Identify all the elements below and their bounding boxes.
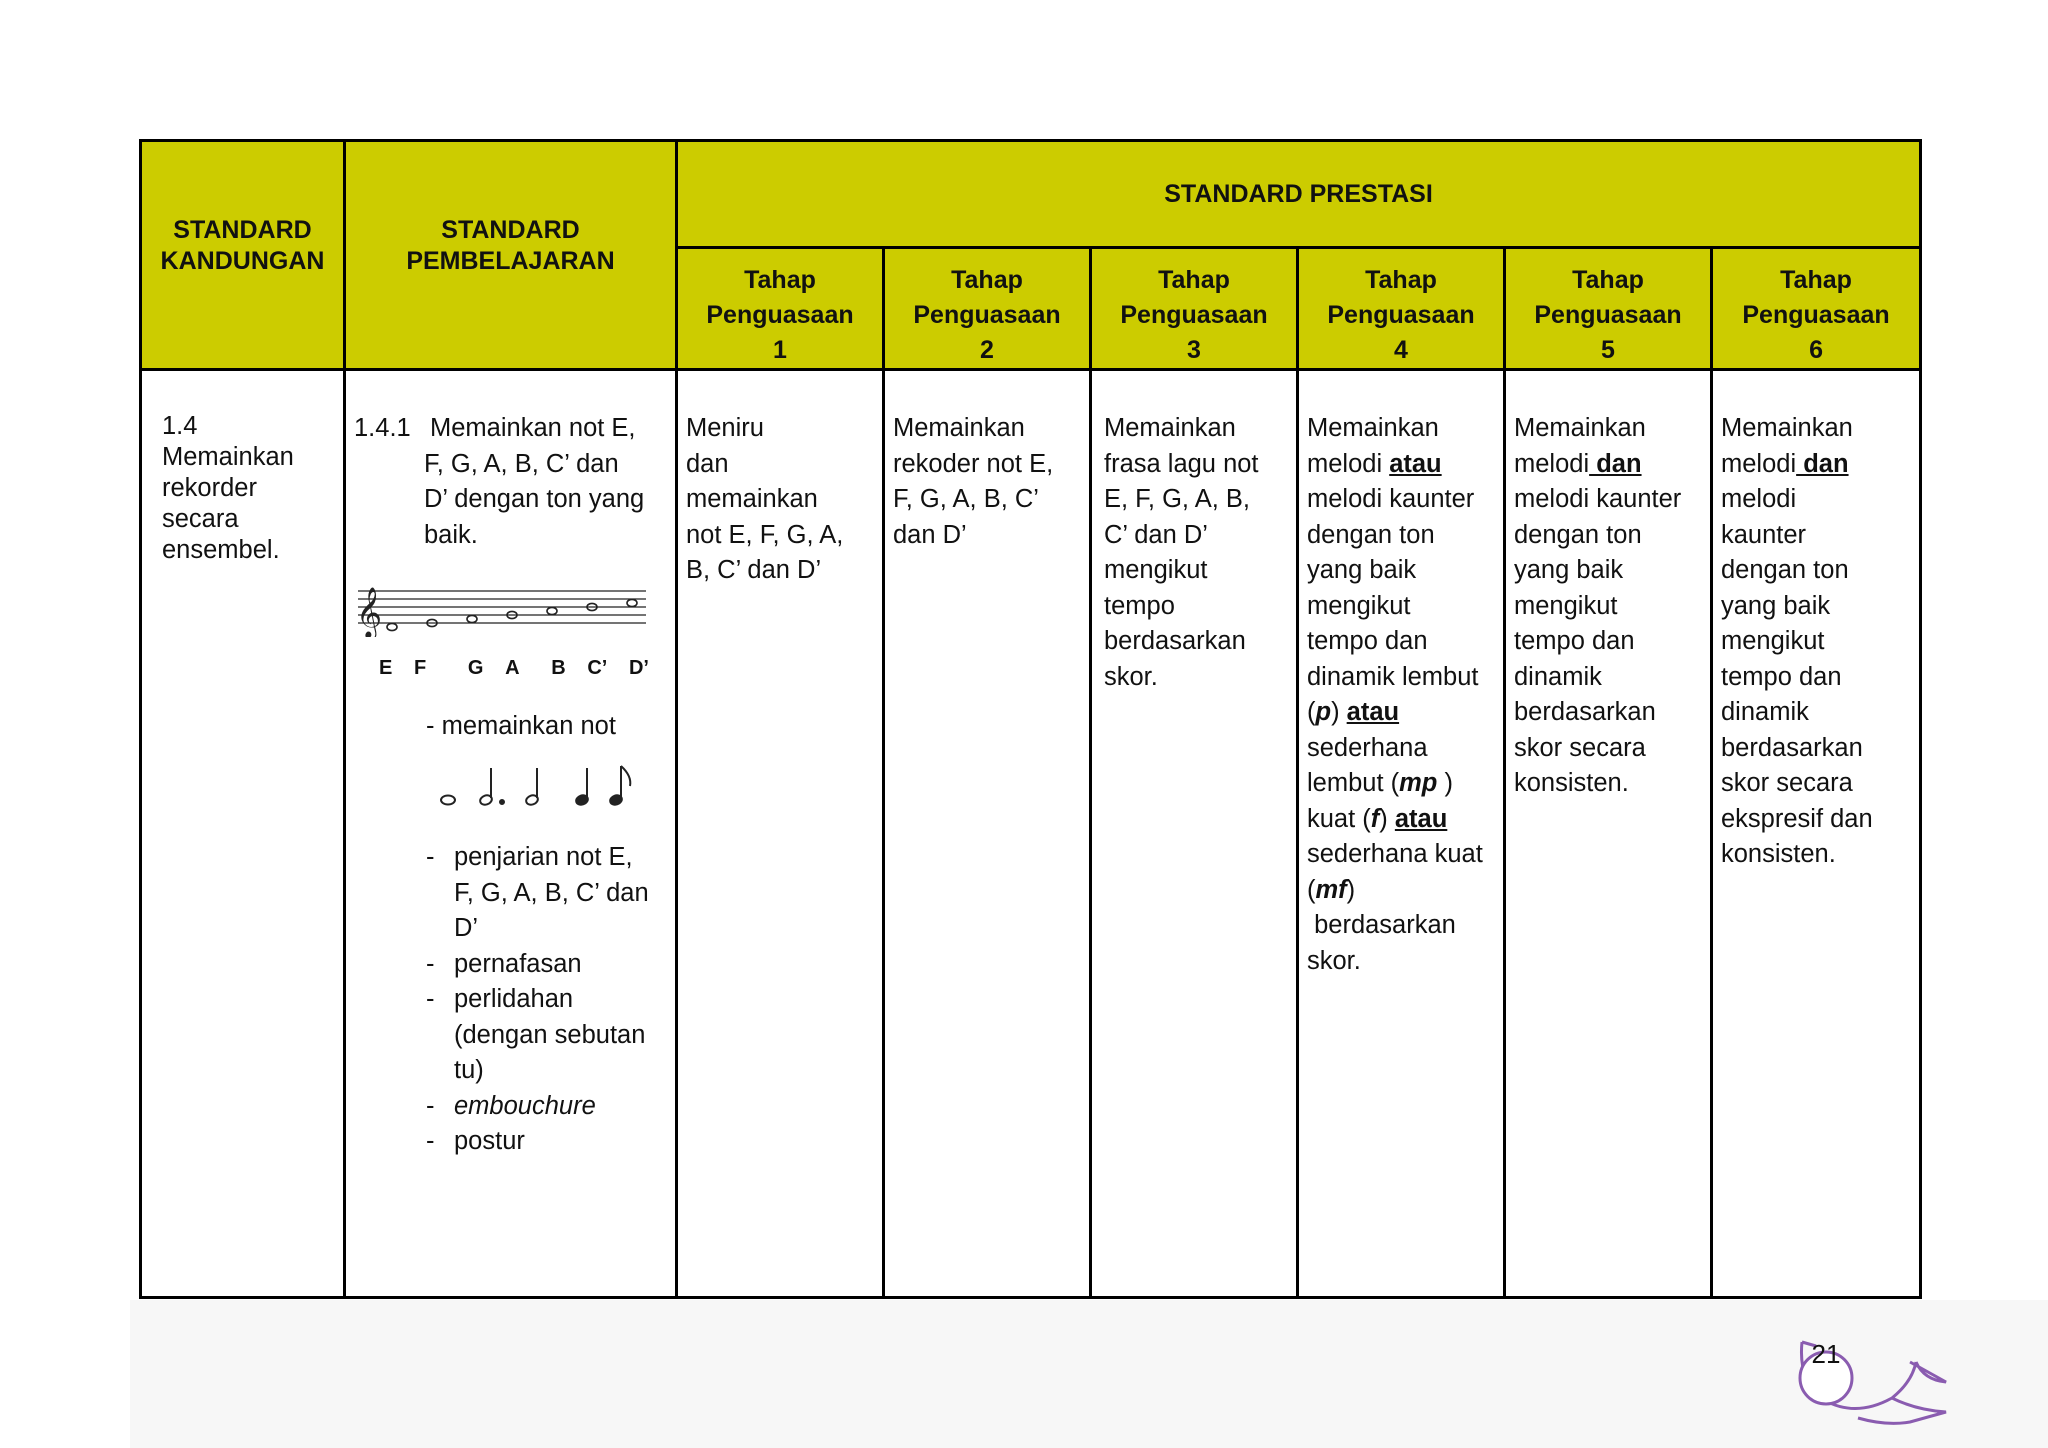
header-pembelajaran-label: STANDARD PEMBELAJARAN bbox=[406, 216, 615, 275]
music-staff-image bbox=[354, 577, 654, 637]
sp-number: 1.4.1 bbox=[354, 414, 411, 442]
header-tahap-6: Tahap Penguasaan 6 bbox=[1712, 248, 1921, 370]
header-tahap-3: Tahap Penguasaan 3 bbox=[1091, 248, 1298, 370]
cell-tahap-2: Memainkan rekoder not E, F, G, A, B, C’ dan D’ bbox=[884, 370, 1091, 1298]
cell-tahap-5: Memainkan melodi dan melodi kaunter dengan ton yang baik mengikut tempo dan dinamik berdasarkan skor secara konsisten. bbox=[1505, 370, 1712, 1298]
note-letter-labels: E F G A B C’ D’ bbox=[379, 657, 649, 679]
header-prestasi-label: STANDARD PRESTASI bbox=[1164, 179, 1433, 208]
page-bottom-shade bbox=[130, 1300, 2048, 1448]
svg-text:𝄞: 𝄞 bbox=[356, 587, 383, 637]
list-item: - perlidahan (dengan sebutan tu) bbox=[426, 985, 646, 1084]
header-standard-prestasi bbox=[677, 141, 1921, 248]
header-tahap-5: Tahap Penguasaan 5 bbox=[1505, 248, 1712, 370]
list-item: - pernafasan bbox=[426, 949, 582, 978]
page-number: 21 bbox=[1811, 1339, 1841, 1369]
list-item: - embouchure bbox=[426, 1091, 596, 1120]
curriculum-table bbox=[139, 139, 1922, 1299]
header-standard-kandungan bbox=[141, 141, 345, 370]
cell-tahap-3: Memainkan frasa lagu not E, F, G, A, B, C’ dan D’ mengikut tempo berdasarkan skor. bbox=[1091, 370, 1298, 1298]
list-item: - postur bbox=[426, 1127, 525, 1155]
cell-tahap-1: Meniru dan memainkan not E, F, G, A, B, C’ dan D’ bbox=[677, 370, 884, 1298]
header-tahap-4: Tahap Penguasaan 4 bbox=[1298, 248, 1505, 370]
cell-tahap-4: Memainkan melodi atau melodi kaunter dengan ton yang baik mengikut tempo dan dinamik lembut (p) atau sederhana lembut (mp ) kuat (f) atau sederhana kuat (mf) berdasarkan skor. bbox=[1298, 370, 1505, 1298]
cell-pembelajaran: 1.4.1 Memainkan not E, F, G, A, B, C’ dan D’ dengan ton yang baik. 𝄞 E F G A B C’ D’ - memainkan not - penjarian not E, F, G, A, B, C’ dan D’ - pernafasan - perlidahan (dengan sebutan tu) - embouchure - postur bbox=[345, 370, 677, 1298]
header-tahap-1: Tahap Penguasaan 1 bbox=[677, 248, 884, 370]
header-standard-pembelajaran bbox=[345, 141, 677, 370]
header-tahap-2: Tahap Penguasaan 2 bbox=[884, 248, 1091, 370]
header-kandungan-label: STANDARD KANDUNGAN bbox=[160, 216, 325, 275]
cell-tahap-6: Memainkan melodi dan melodi kaunter dengan ton yang baik mengikut tempo dan dinamik berdasarkan skor secara ekspresif dan konsisten. bbox=[1712, 370, 1921, 1298]
cell-kandungan: 1.4 Memainkan rekorder secara ensembel. bbox=[141, 370, 345, 1298]
list-item: - penjarian not E, F, G, A, B, C’ dan D’ bbox=[426, 843, 649, 942]
note-values-image bbox=[436, 762, 696, 818]
